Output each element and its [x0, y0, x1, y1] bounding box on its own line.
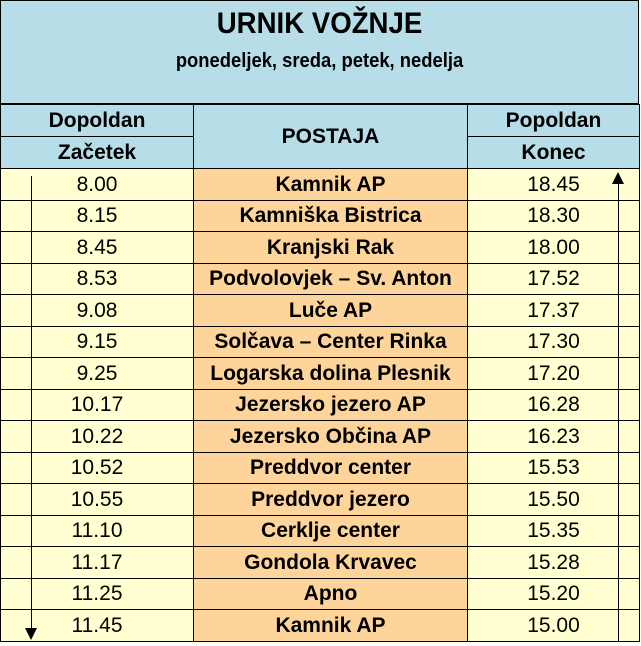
col-start-header: Začetek: [1, 137, 194, 169]
start-time-cell: 10.22: [1, 421, 194, 453]
col-end-header: Konec: [468, 137, 640, 169]
start-time-cell: 9.15: [1, 326, 194, 358]
end-time-cell: 15.35: [468, 515, 640, 547]
col-afternoon-header: Popoldan: [468, 105, 640, 137]
end-time-cell: 15.00: [468, 610, 640, 642]
start-time-cell: 8.53: [1, 263, 194, 295]
table-row: [1, 515, 640, 547]
station-cell: Preddvor jezero: [194, 484, 468, 516]
up-arrow-line: [618, 184, 619, 642]
end-time-cell: 15.53: [468, 452, 640, 484]
table-row: [1, 263, 640, 295]
start-time-cell: 8.45: [1, 232, 194, 264]
table-row: [1, 169, 640, 201]
end-time-cell: 15.20: [468, 578, 640, 610]
end-time-cell: 18.45: [468, 169, 640, 201]
start-time-cell: 9.08: [1, 295, 194, 327]
end-time-cell: 16.23: [468, 421, 640, 453]
station-cell: Preddvor center: [194, 452, 468, 484]
station-cell: Apno: [194, 578, 468, 610]
start-time-cell: 10.52: [1, 452, 194, 484]
table-row: [1, 452, 640, 484]
station-cell: Kamniška Bistrica: [194, 200, 468, 232]
station-cell: Solčava – Center Rinka: [194, 326, 468, 358]
start-time-cell: 10.55: [1, 484, 194, 516]
table-row: [1, 389, 640, 421]
timetable: [0, 104, 640, 642]
table-row: [1, 610, 640, 642]
end-time-cell: 17.30: [468, 326, 640, 358]
start-time-cell: 8.15: [1, 200, 194, 232]
start-time-cell: 9.25: [1, 358, 194, 390]
station-cell: Gondola Krvavec: [194, 547, 468, 579]
station-cell: Podvolovjek – Sv. Anton: [194, 263, 468, 295]
end-time-cell: 17.20: [468, 358, 640, 390]
start-time-cell: 11.17: [1, 547, 194, 579]
end-time-cell: 15.50: [468, 484, 640, 516]
start-time-cell: 11.45: [1, 610, 194, 642]
station-cell: Jezersko Občina AP: [194, 421, 468, 453]
end-time-cell: 16.28: [468, 389, 640, 421]
station-cell: Cerklje center: [194, 515, 468, 547]
page-title: URNIK VOŽNJE: [216, 7, 423, 40]
end-time-cell: 17.37: [468, 295, 640, 327]
down-arrow-line: [31, 176, 32, 628]
table-row: [1, 200, 640, 232]
station-cell: Logarska dolina Plesnik: [194, 358, 468, 390]
table-row: [1, 232, 640, 264]
start-time-cell: 11.10: [1, 515, 194, 547]
table-row: [1, 326, 640, 358]
end-time-cell: 17.52: [468, 263, 640, 295]
end-time-cell: 18.30: [468, 200, 640, 232]
station-cell: Luče AP: [194, 295, 468, 327]
title-box: [0, 0, 639, 104]
down-arrow-icon: [25, 628, 37, 640]
table-row: [1, 421, 640, 453]
table-row: [1, 295, 640, 327]
station-cell: Kamnik AP: [194, 169, 468, 201]
days-subtitle: ponedeljek, sreda, petek, nedelja: [175, 50, 464, 72]
col-morning-header: Dopoldan: [1, 105, 194, 137]
station-cell: Kamnik AP: [194, 610, 468, 642]
table-row: [1, 484, 640, 516]
station-cell: Jezersko jezero AP: [194, 389, 468, 421]
start-time-cell: 8.00: [1, 169, 194, 201]
start-time-cell: 10.17: [1, 389, 194, 421]
table-row: [1, 578, 640, 610]
up-arrow-icon: [612, 172, 624, 184]
table-row: [1, 547, 640, 579]
end-time-cell: 18.00: [468, 232, 640, 264]
end-time-cell: 15.28: [468, 547, 640, 579]
table-row: [1, 358, 640, 390]
station-cell: Kranjski Rak: [194, 232, 468, 264]
start-time-cell: 11.25: [1, 578, 194, 610]
col-station-header: POSTAJA: [194, 105, 468, 169]
